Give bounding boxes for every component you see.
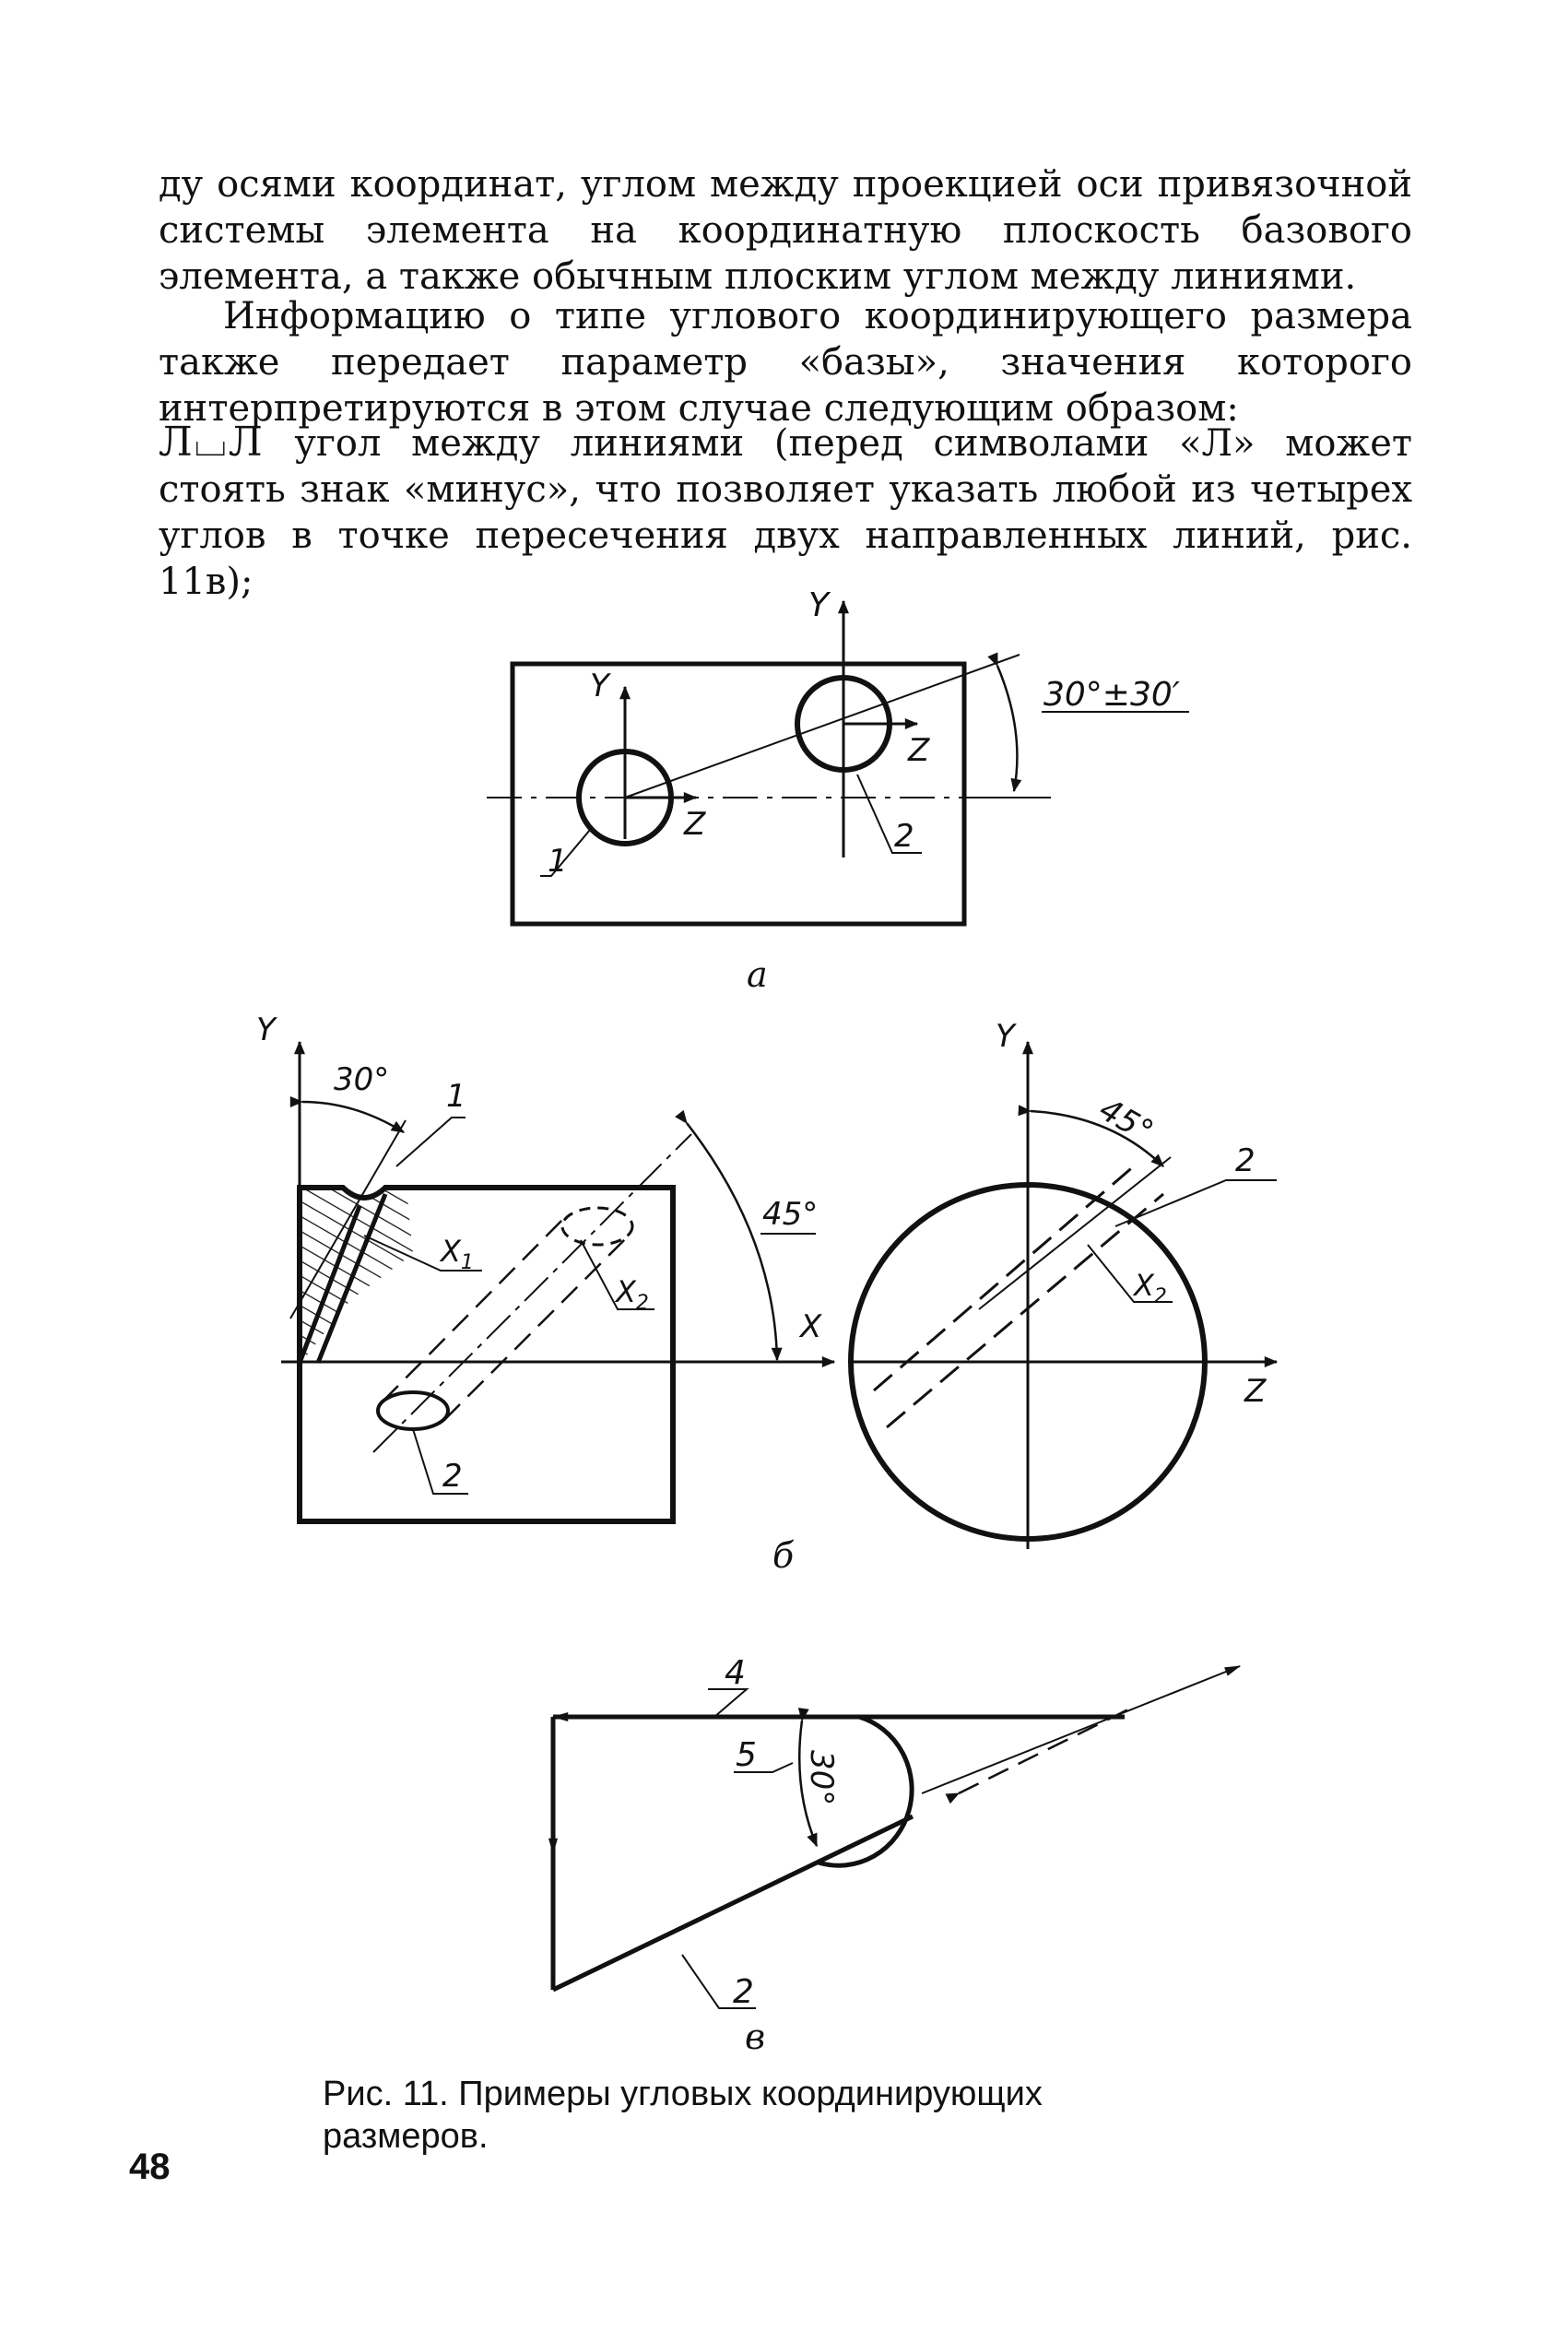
label-y: Y xyxy=(256,1011,276,1048)
dimension-30-30: 30°±30′ xyxy=(1043,676,1180,714)
angle-arc-45 xyxy=(687,1123,777,1360)
angle-arc-30 xyxy=(302,1102,404,1132)
line-2 xyxy=(553,1816,913,1990)
label-y-right: Y xyxy=(996,1018,1015,1055)
angle-arc-30 xyxy=(997,666,1017,791)
paragraph-info-type: Информацию о типе углового координирующего размера также передает параметр «базы», значения которого интерпретируются в этом случае следующим образом: xyxy=(159,295,1412,430)
bore-edge-a xyxy=(874,1165,1136,1390)
callout-1: 1 xyxy=(548,843,568,880)
label-x2: $X_2$ xyxy=(616,1274,649,1315)
figure-c xyxy=(553,1666,1240,2008)
page-number: 48 xyxy=(129,2147,171,2187)
label-x1: $X_1$ xyxy=(441,1234,474,1274)
label-y-top: Y xyxy=(808,586,829,624)
paragraph-line-line-text: угол между линиями (перед символами «Л» может стоять знак «минус», что позволяет указать любой из четырех углов в точке пересечения двух направленных линий, рис. 11в); xyxy=(159,422,1412,603)
connecting-line xyxy=(625,655,1020,798)
hole-2-top xyxy=(562,1208,632,1245)
subcaption-b: б xyxy=(772,1535,795,1576)
callout-2-right: 2 xyxy=(1235,1142,1256,1179)
symbol-line-line: Л⌴Л xyxy=(159,419,265,466)
label-45: 45° xyxy=(762,1196,819,1233)
figure-caption: Рис. 11. Примеры угловых координирующих размеров. xyxy=(323,2075,1043,2156)
subcaption-c: в xyxy=(745,2017,766,2057)
label-z-right: Z xyxy=(1244,1373,1267,1410)
bore-edge-b xyxy=(887,1194,1163,1427)
label-30: 30° xyxy=(334,1061,390,1098)
direction-line xyxy=(922,1666,1240,1793)
callout-5: 5 xyxy=(736,1736,757,1774)
label-y-local: Y xyxy=(590,668,609,704)
leader-4 xyxy=(708,1689,747,1717)
label-x: X xyxy=(800,1308,822,1345)
label-z-2: Z xyxy=(908,732,930,769)
callout-1: 1 xyxy=(446,1078,466,1115)
figure-a xyxy=(487,601,1189,924)
callout-4: 4 xyxy=(725,1654,746,1692)
paragraph-continuation: ду осями координат, углом между проекцией оси привязочной системы элемента на координатную плоскость базового элемента, а также обычным плоским углом между линиями. xyxy=(159,163,1412,298)
hole-2-bottom xyxy=(378,1392,448,1429)
figure-b-left xyxy=(281,1042,834,1521)
label-30: 30° xyxy=(803,1750,840,1806)
subcaption-a: a xyxy=(747,954,768,995)
label-45-right: 45° xyxy=(1092,1091,1160,1151)
callout-2: 2 xyxy=(733,1973,754,2011)
label-z-1: Z xyxy=(684,806,706,843)
callout-2: 2 xyxy=(442,1458,463,1495)
figure-b-right xyxy=(851,1042,1277,1549)
label-x2-right: $X_2$ xyxy=(1134,1268,1167,1308)
leader-2 xyxy=(1115,1180,1277,1226)
leader-1 xyxy=(396,1118,466,1166)
callout-2: 2 xyxy=(894,818,914,855)
